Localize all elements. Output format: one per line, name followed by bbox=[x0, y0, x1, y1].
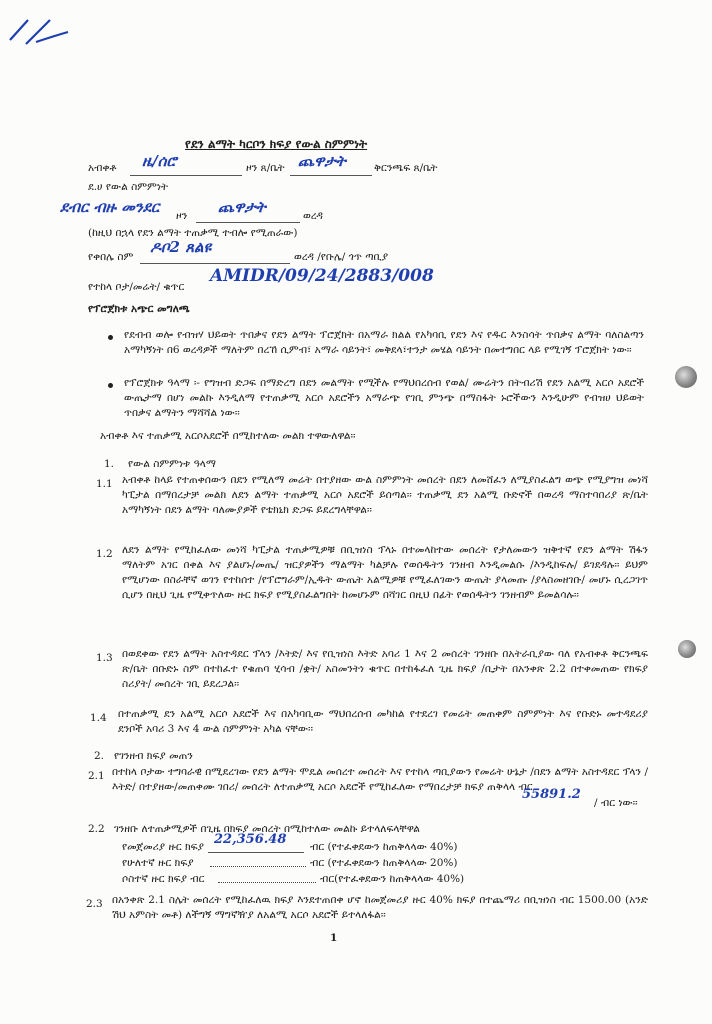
zone-label: ዞን bbox=[176, 210, 188, 222]
total-amount-suffix: / ብር ነው፡፡ bbox=[594, 797, 638, 809]
name-value-handwritten: ደብር ብዙ መንደር bbox=[60, 198, 160, 216]
clause-text: በአንቀጽ 2.1 ስሌት መሰረት የሚከፈለዉ ክፍያ እንደተጠበቀ ሆኖ ከመጀመሪያ ዙር 40% ክፍያ በተጨማሪ በቢዝነስ ብር 1500.00 (አንድ ሽህ አምስት መቶ) ለችግኝ ማግኛዥያ ለአልሚ አርሶ አደሮች ይተላለፋል፡፡ bbox=[112, 894, 648, 921]
payment-suffix: ብር(የተፈቀደውን ከጠቅላላው 40%) bbox=[320, 873, 465, 885]
kebele2-label: የቀበሌ ስም bbox=[88, 251, 134, 263]
account-label: የተከላ ቦታ/መሬት/ ቁጥር bbox=[88, 281, 185, 293]
zone-value-handwritten: ጨዋታት bbox=[218, 198, 266, 216]
kebele-label: ዞን ጸ/ቤት bbox=[246, 162, 285, 174]
punch-hole-icon bbox=[675, 366, 697, 388]
clause-number: 2.3 bbox=[86, 898, 103, 910]
bullet-dot bbox=[108, 335, 113, 340]
bullet-text: የፕሮጀክቱ ዓላማ ፡- የግዝብ ድጋፍ በማድረግ በደን መልማት የሚችሉ የማህበረሰብ የወል/ ሙሬትን በትብሪሽ የደን አልሚ አርሶ አደሮች ውጤታማ በሆነ መልኩ እንዲለማ የተጠቃሚ አርሶ አደሮችን አማራጭ የገቢ ምንጭ በማስፋት ኑሮችውን እንዲሁም የብዝሀ ህይወት ጥበቃና ልማትን ማሻሻል ነው፡፡ bbox=[124, 377, 644, 419]
document-title: የደን ልማት ካርቦን ክፍያ የውል ስምምነት bbox=[185, 137, 368, 151]
payment-label: ሶስተኛ ዙር ክፍያ ብር bbox=[122, 873, 205, 885]
partner-label: አብቀቶ bbox=[88, 162, 117, 174]
payment-label: የሁለተኛ ዙር ክፍያ bbox=[122, 857, 194, 869]
office-label: ቅርንጫፍ ጸ/ቤት bbox=[374, 162, 438, 174]
corner-mark-icon bbox=[6, 14, 76, 54]
clause-number: 2.1 bbox=[88, 770, 105, 782]
partner-value-handwritten: ዜ/ሰሮ bbox=[142, 152, 177, 170]
clause-number: 2.2 bbox=[88, 823, 105, 835]
payment-amount-handwritten: 22,356.48 bbox=[214, 832, 287, 847]
clause-text: አብቀቶ ከላይ የተጠቀሰውን በደን የሚለማ መሬት በተያዘው ውል ስምምነት መሰረት በደን ለመሸፈን ለሚያስፈልግ ወጭ የሚያግዝ መነሻ ካፒታል በማበረታቻ መልክ ለደን ልማት ተጠቃሚ አርሶ አደሮች ይሰጣል፡፡ ተጠቃሚ ደን አልሚ ቡድኖች በወረዳ ማስተባበሪያ ጽ/ቤት አማካኝነት በደን ልማት ባለሙያዎች የቴክኒክ ድጋፍ ይደረግላቸዋል፡፡ bbox=[122, 474, 648, 516]
account-value-handwritten: AMIDR/09/24/2883/008 bbox=[210, 266, 434, 286]
project-heading: የፕሮጀክቱ አጭር መግለጫ bbox=[88, 303, 190, 315]
section-number: 2. bbox=[94, 750, 105, 762]
clause-text: በተጠቃሚ ደን አልሚ አርሶ አደሮች እና በአካባቢው ማህበረሰብ መካከል የተደረገ የመሬት መጠቀም ስምምነት እና የቡድኑ መተዳደሪያ ደንቦች አባሪ 3 እና 4 ውል ስምምነት አካል ናቸው፡፡ bbox=[118, 708, 648, 735]
kebele2-suffix: ወረዳ /የቡሌ/ ጎጥ ጣቢያ bbox=[294, 251, 389, 263]
clause-number: 1.4 bbox=[90, 712, 107, 724]
section-heading: የገንዘብ ክፍያ መጠን bbox=[114, 750, 193, 762]
kebele2-value-handwritten: ዶቦ2 ጸልዩ bbox=[150, 238, 212, 256]
party2-label: ደ.ሀ የውል ስምምነት bbox=[88, 181, 169, 193]
clause-number: 1.1 bbox=[96, 478, 113, 490]
payment-label: የመጀመሪያ ዙር ክፍያ bbox=[122, 841, 204, 853]
total-amount-handwritten: 55891.2 bbox=[522, 787, 581, 802]
clause-text: በወደቀው የደን ልማት አስተዳደር ፕላን /እትድ/ እና የቢዝነስ እትድ አባሪ 1 እና 2 መሰረት ገንዘቡ በአትራቢያው ባለ የአብቀቶ ቅርንጫፍ ጽ/ቤት በቡድኑ ስም በተከፈተ የቁጠባ ሂሳብ /ቋት/ አስመንትነ ቁጥር በተከፋፈለ ጊዜ ክፍያ /ቢታት በአንቀጽ 2.2 በተቀመጠው የክፍያ ስሪያት/ መሰረት ገቢ ይደረጋል፡፡ bbox=[122, 648, 648, 690]
clause-number: 1.2 bbox=[96, 548, 113, 560]
section-heading: የውል ስምምነቱ ዓላማ bbox=[128, 458, 216, 470]
payment-suffix: ብር (የተፈቀደውን ከጠቅላላው 20%) bbox=[310, 857, 458, 869]
page-number: 1 bbox=[330, 932, 338, 944]
clause-text: ለደን ልማት የሚከፈለው መነሻ ካፒታል ተጠቃሚዎቹ በቢዝነስ ፕላኑ በተመላከተው መሰረት የታለመውን ዝቅተኛ የደን ልማት ሽፋን ማለትም አገር በቀል እና ያልሆኑ/መጤ/ ዝርያዎችን ማልማት ካልቻሉ የወሰዱትን ገንዘብ እንዲመልሱ /እንዲከፍሉ/ ይገደዳሉ፡፡ ይህም የሚሆነው በስራቸኛ ወገን የተከሰተ /የፕሮግራም/ኢዱት ውጤት አልሚዎቹ የሚፈለገውን ውጤት ያላመጡ /ያላስመዘገቡ/ መሆኑ ሲረጋገጥ ሲሆን በዚህ ጊዜ የሚቀጥለው ዙር ክፍያ የሚያስፈልግበት ከመሆኑም በሻገር በዚህ በፊት የወሰዱትን ገንዘብም ይመልሳሉ፡፡ bbox=[122, 544, 648, 601]
beneficiary-note: (ከዚህ በኋላ የደን ልማት ተጠቃሚ ተብሎ የሚጠራው) bbox=[88, 227, 298, 239]
payment-blank bbox=[210, 866, 306, 867]
clause-text: ገንዘቡ ለተጠቃሚዎች በጊዜ በክፍያ መሰረት በሚከተለው መልኩ ይተላለፍላቸዋል bbox=[114, 823, 420, 835]
punch-hole-icon bbox=[678, 640, 696, 658]
woreda-label: ወረዳ bbox=[303, 210, 323, 222]
agreement-intro: አብቀቶ እና ተጠቃሚ አርሶአደሮች በሚከተለው መልክ ተዋውለዋል፡፡ bbox=[100, 430, 356, 442]
clause-text: በተከላ ቦታው ተግባራዊ በሚደረገው የደን ልማት ሞዴል መሰረተ መሰረት እና የተከላ ጣቢያውን የመሬት ሁኔታ /በደን ልማት አስተዳደር ፕላን /እትድ/ በተያዘው/መጠቀሙ ገበሪ/ መሰረት ለተጠቃሚ አርሶ አደሮች የሚከፈለው የማበረታቻ ክፍያ ጠቅላላ ብር bbox=[112, 766, 648, 793]
bullet-dot bbox=[108, 383, 113, 388]
kebele-value-handwritten: ጨዋታት bbox=[298, 152, 346, 170]
payment-blank bbox=[218, 882, 316, 883]
section-number: 1. bbox=[104, 458, 115, 470]
payment-suffix: ብር (የተፈቀደውን ከጠቅላላው 40%) bbox=[310, 841, 458, 853]
clause-number: 1.3 bbox=[96, 652, 113, 664]
bullet-text: የደብብ ወሎ የብዝሃ ህይወት ጥበቃና የደን ልማት ፕሮጀክት በአማራ ክልል የአካባቢ የደን እና የዱር እንስሳት ጥበቃና ልማት ባለስልጣን አማካኝነት በ6 ወረዳዎች ማለትም በረኸ ሲምብ፣ አማራ ሳይንት፣ መቅደላ፣ተንታ መሄል ሳይንት በመተግበር ላይ የሚገኝ ፕሮጀክት ነው፡፡ bbox=[124, 329, 644, 356]
